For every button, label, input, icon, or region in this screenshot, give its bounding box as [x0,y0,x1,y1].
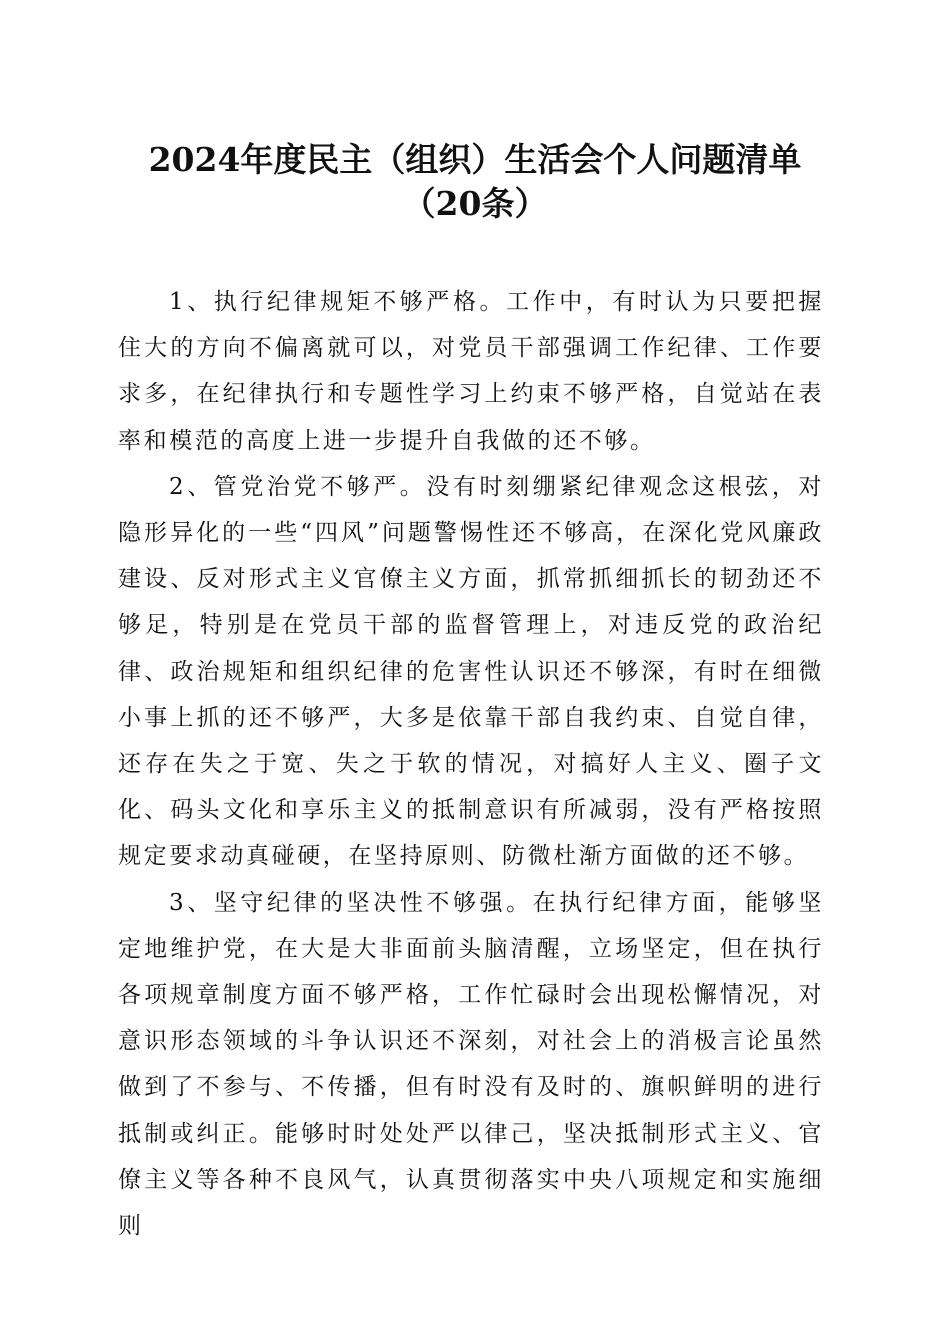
paragraph-2: 2、管党治党不够严。没有时刻绷紧纪律观念这根弦，对隐形异化的一些“四风”问题警惕性还不够高，在深化党风廉政建设、反对形式主义官僚主义方面，抓常抓细抓长的韧劲还不够足，特别是在党员干部的监督管理上，对违反党的政治纪律、政治规矩和组织纪律的危害性认识还不够深，有时在细微小事上抓的还不够严，大多是依靠干部自我约束、自觉自律，还存在失之于宽、失之于软的情况，对搞好人主义、圈子文化、码头文化和享乐主义的抵制意识有所减弱，没有严格按照规定要求动真碰硬，在坚持原则、防微杜渐方面做的还不够。 [118,473,824,870]
document-title-count: （20条） [402,184,548,223]
paragraph-1: 1、执行纪律规矩不够严格。工作中，有时认为只要把握住大的方向不偏离就可以，对党员干部强调工作纪律、工作要求多，在纪律执行和专题性学习上约束不够严格，自觉站在表率和模范的高度上进一步提升自我做的还不够。 [118,289,824,454]
document-title: 2024年度民主（组织）生活会个人问题清单 [148,140,802,179]
document-body [118,279,824,1249]
paragraph-3: 3、坚守纪律的坚决性不够强。在执行纪律方面，能够坚定地维护党，在大是大非面前头脑清醒，立场坚定，但在执行各项规章制度方面不够严格，工作忙碌时会出现松懈情况，对意识形态领域的斗争认识还不深刻，对社会上的消极言论虽然做到了不参与、不传播，但有时没有及时的、旗帜鲜明的进行抵制或纠正。能够时时处处严以律己，坚决抵制形式主义、官僚主义等各种不良风气，认真贯彻落实中央八项规定和实施细则 [118,889,824,1240]
